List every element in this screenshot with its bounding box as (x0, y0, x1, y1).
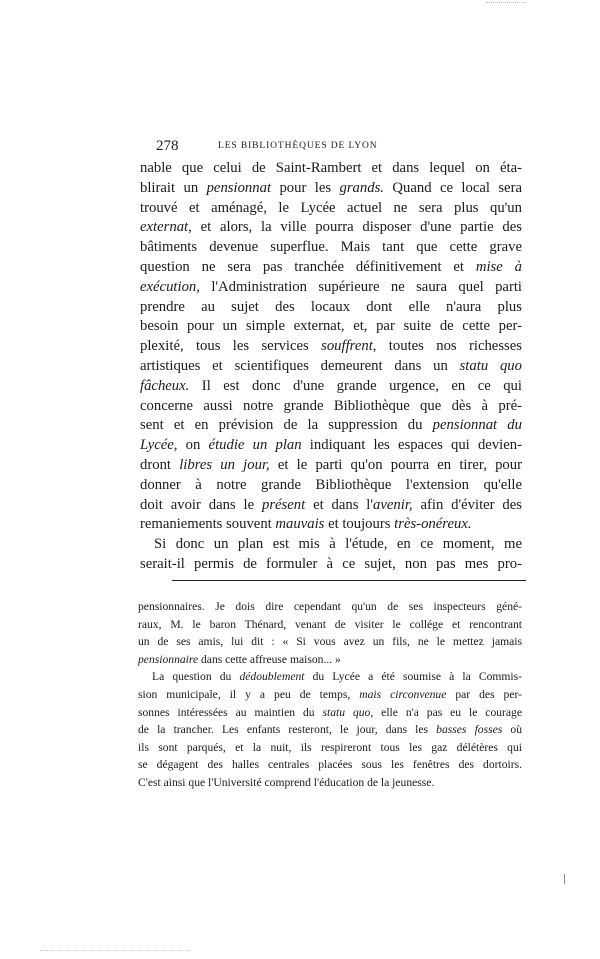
note-line (138, 704, 522, 722)
italic-text: grands. (339, 179, 384, 196)
text-run: sent et en prévision de la suppression du (140, 417, 433, 434)
body-line (140, 218, 522, 238)
note-line (138, 651, 522, 669)
text-run: C'est ainsi que l'Université comprend l'éducation de la jeunesse. (138, 775, 435, 789)
text-run: on (177, 437, 209, 454)
text-run: ils sont parqués, et la nuit, ils respireront tous les gaz délétères qui (138, 740, 522, 754)
body-line (140, 258, 522, 278)
note-line (138, 686, 522, 704)
text-run: doit avoir dans le (140, 496, 262, 513)
text-run: pensionnaires. Je dois dire cependant qu'un de ses inspecteurs géné- (138, 600, 522, 613)
italic-text: pensionnat (206, 179, 272, 196)
note-line (138, 721, 522, 739)
italic-text: mise à (475, 258, 522, 275)
text-run: plexité, tous les services (140, 338, 322, 355)
text-run: indiquant les espaces qui devien- (301, 437, 522, 454)
scan-specks (486, 2, 526, 5)
text-run: donner à notre grande Bibliothèque l'extension qu'elle (140, 476, 522, 493)
body-line (140, 416, 522, 436)
text-run: sion municipale, il y a peu de temps, (138, 687, 360, 701)
italic-text: souffrent, (321, 338, 377, 355)
margin-mark (564, 874, 566, 884)
scan-specks-bottom (40, 950, 190, 953)
note-line (138, 633, 522, 651)
text-run: toutes nos richesses (376, 338, 522, 355)
text-run: raux, M. le baron Thénard, venant de visiter le collége et rencontrant (138, 617, 522, 631)
text-run: elle n'a pas eu le courage (373, 705, 522, 719)
text-run: besoin pour un simple externat, et, par suite de cette per- (140, 318, 522, 335)
note-line (138, 739, 522, 757)
italic-text: avenir, (373, 496, 413, 513)
body-line (140, 456, 522, 476)
running-title: LES BIBLIOTHÈQUES DE LYON (218, 141, 378, 151)
text-run: se dégagent des halles centrales placées sous les fenêtres des dortoirs. (138, 758, 522, 772)
italic-text: mauvais (275, 516, 325, 533)
text-run: afin d'éviter des (412, 496, 523, 513)
italic-text: Lycée, (140, 437, 178, 454)
italic-text: pensionnaire (138, 652, 199, 666)
text-run: l'Administration supérieure ne saura quel parti (199, 278, 522, 295)
text-run: serait-il permis de formuler à ce sujet, non pas mes pro- (140, 555, 522, 572)
body-line (140, 496, 522, 516)
body-line (140, 317, 522, 337)
text-run: concerne aussi notre grande Bibliothèque que dès à pré- (140, 397, 522, 414)
text-run: dans cette affreuse maison... » (198, 652, 341, 666)
body-text (140, 159, 522, 575)
footnotes (138, 598, 522, 792)
note-line (138, 598, 522, 616)
italic-text: libres un jour, (179, 456, 270, 473)
text-run: Quand ce local sera (383, 179, 522, 196)
italic-text: mais circonvenue (359, 687, 447, 701)
body-line (140, 199, 522, 219)
italic-text: fâcheux. (140, 377, 190, 394)
text-run: un de ses amis, lui dit : « Si vous avez un fils, ne le mettez jamais (138, 635, 522, 649)
body-line (140, 278, 522, 298)
text-run: bâtiments devenue superflue. Mais tant que cette grave (140, 239, 522, 256)
body-line (140, 179, 522, 199)
text-run: nable que celui de Saint-Rambert et dans lequel on éta- (140, 160, 522, 176)
italic-text: pensionnat du (432, 417, 522, 434)
text-run: par des per- (446, 687, 522, 701)
text-run: et toujours (324, 516, 395, 533)
text-run: et le parti qu'on pourra en tirer, pour (269, 456, 522, 473)
italic-text: présent (261, 496, 306, 513)
italic-text: exécution, (140, 278, 200, 295)
italic-text: étudie un plan (208, 437, 302, 454)
text-run: blirait un (140, 179, 207, 196)
body-line (140, 515, 522, 535)
italic-text: basses fosses (436, 723, 503, 737)
text-run: où (502, 723, 522, 737)
text-run: La question du (152, 670, 240, 684)
italic-text: très-onéreux. (394, 516, 472, 533)
body-line (140, 159, 522, 179)
body-line (140, 397, 522, 417)
text-run: trouvé et aménagé, le Lycée actuel ne sera plus qu'un (140, 199, 522, 216)
note-line (138, 756, 522, 774)
body-line (140, 357, 522, 377)
italic-text: statu quo (459, 357, 522, 374)
body-line (140, 555, 522, 575)
text-run: remaniements souvent (140, 516, 276, 533)
text-run: pour les (271, 179, 340, 196)
text-run: dront (140, 456, 180, 473)
body-line (140, 377, 522, 397)
body-line (140, 476, 522, 496)
page-number: 278 (156, 138, 179, 154)
body-line (140, 298, 522, 318)
text-run: du Lycée a été soumise à la Commis- (304, 670, 522, 684)
italic-text: externat, (140, 219, 192, 236)
text-run: Il est donc d'une grande urgence, en ce qui (189, 377, 522, 394)
note-line (138, 616, 522, 634)
text-run: question ne sera pas tranchée définitivement et (140, 258, 476, 275)
body-line (140, 337, 522, 357)
text-run: prendre au sujet des locaux dont elle n'aura plus (140, 298, 522, 315)
note-line (138, 668, 522, 686)
text-run: sonnes intéressées au maintien du (138, 705, 323, 719)
note-line (138, 774, 522, 792)
body-line (140, 535, 522, 555)
body-line (140, 238, 522, 258)
italic-text: statu quo, (322, 705, 374, 719)
footnote-separator-rule (172, 580, 526, 581)
text-run: artistiques et scientifiques demeurent dans un (140, 357, 460, 374)
text-run: Si donc un plan est mis à l'étude, en ce moment, me (154, 536, 522, 553)
body-line (140, 436, 522, 456)
page-header (156, 138, 518, 154)
italic-text: dédoublement (239, 670, 305, 684)
text-run: et dans l' (305, 496, 374, 513)
text-run: de la trancher. Les enfants resteront, le jour, dans les (138, 723, 437, 737)
text-run: et alors, la ville pourra disposer d'une partie des (191, 219, 522, 236)
